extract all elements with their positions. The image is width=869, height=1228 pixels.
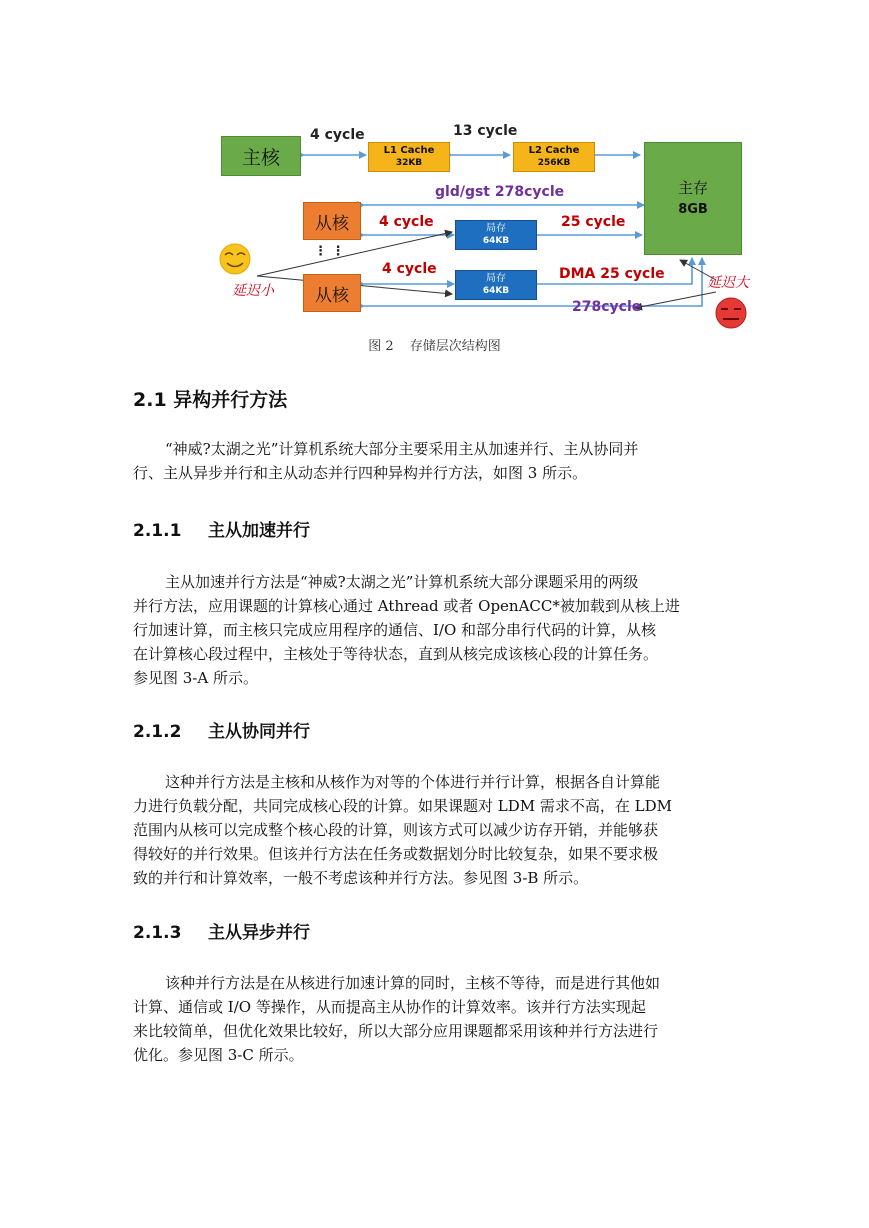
figure-title: 存储层次结构图 xyxy=(409,339,501,354)
local-store-label-bottom: 局存 xyxy=(486,273,506,284)
paragraph-2-1-1 xyxy=(133,570,737,690)
local-store-label-top: 局存 xyxy=(486,223,506,234)
paragraph-line: 优化。参见图 3-C 所示。 xyxy=(133,1046,304,1064)
l2-size-label: 256KB xyxy=(537,158,571,168)
label-slave-ls-cycle-top: 4 cycle xyxy=(379,214,434,230)
intro-paragraph xyxy=(133,437,737,485)
label-gld-gst: gld/gst 278cycle xyxy=(435,184,565,200)
label-low-latency: 延迟小 xyxy=(232,283,274,299)
l1-cache-box xyxy=(368,142,450,172)
heading-number: 2.1.2 xyxy=(133,722,182,742)
heading-2-1-2 xyxy=(133,717,310,742)
heading-text: 主从加速并行 xyxy=(208,521,310,541)
heading-text: 主从协同并行 xyxy=(208,722,310,742)
paragraph-line: 力进行负载分配，共同完成核心段的计算。如果课题对 LDM 需求不高，在 LDM xyxy=(133,797,672,815)
paragraph-line: 该种并行方法是在从核进行加速计算的同时，主核不等待，而是进行其他如 xyxy=(165,974,661,992)
l2-cache-label: L2 Cache xyxy=(528,145,580,156)
heading-number: 2.1.1 xyxy=(133,521,182,541)
main-memory-size: 8GB xyxy=(678,201,708,217)
paragraph-line: 主从加速并行方法是“神威?太湖之光”计算机系统大部分课题采用的两级 xyxy=(165,573,639,591)
paragraph-2-1-2 xyxy=(133,770,737,890)
paragraph-line: 范围内从核可以完成整个核心段的计算，则该方式可以减少访存开销，并能够获 xyxy=(133,821,659,839)
paragraph-line: 参见图 3-A 所示。 xyxy=(133,669,258,687)
paragraph-line: 并行方法，应用课题的计算核心通过 Athread 或者 OpenACC*被加载到从核上进 xyxy=(133,597,680,615)
paragraph-line: 来比较简单，但优化效果比较好，所以大部分应用课题都采用该种并行方法进行 xyxy=(133,1022,659,1040)
paragraph-line: 这种并行方法是主核和从核作为对等的个体进行并行计算，根据各自计算能 xyxy=(165,773,661,791)
ellipsis-dots: ⋮ ⋮ xyxy=(314,244,345,259)
main-memory-box xyxy=(644,142,742,255)
main-core-box xyxy=(221,136,301,176)
main-memory-label: 主存 xyxy=(677,178,708,197)
figure-caption xyxy=(0,335,869,354)
heading-2-1-1 xyxy=(133,516,310,541)
label-high-latency: 延迟大 xyxy=(707,275,749,291)
local-store-size-bottom: 64KB xyxy=(482,286,510,296)
label-278-cycle: 278cycle xyxy=(572,299,642,315)
slave-core-label-bottom: 从核 xyxy=(315,285,349,306)
heading-number: 2.1.3 xyxy=(133,923,182,943)
paragraph-line: 行加速计算，而主核只完成应用程序的通信、I/O 和部分串行代码的计算，从核 xyxy=(133,621,657,639)
main-core-label: 主核 xyxy=(241,146,280,169)
paragraph-2-1-3 xyxy=(133,971,737,1067)
slave-core-box-top xyxy=(303,202,361,240)
l2-cache-box xyxy=(513,142,595,172)
l1-cache-label: L1 Cache xyxy=(383,145,435,156)
label-slave-ls-cycle-bottom: 4 cycle xyxy=(382,261,437,277)
paragraph-line: 行、主从异步并行和主从动态并行四种异构并行方法，如图 3 所示。 xyxy=(133,464,588,482)
heading-2-1-3 xyxy=(133,918,310,943)
paragraph-line: 在计算核心段过程中，主核处于等待状态，直到从核完成该核心段的计算任务。 xyxy=(133,645,659,663)
local-store-size-top: 64KB xyxy=(482,236,510,246)
figure-number: 图 2 xyxy=(368,339,394,354)
section-title: 2.1 异构并行方法 xyxy=(133,389,288,411)
paragraph-line: 致的并行和计算效率，一般不考虑该种并行方法。参见图 3-B 所示。 xyxy=(133,869,589,887)
local-store-box-top xyxy=(455,220,537,250)
slave-core-box-bottom xyxy=(303,274,361,312)
heading-text: 主从异步并行 xyxy=(208,923,310,943)
label-dma-cycle: DMA 25 cycle xyxy=(559,266,665,282)
neutral-face-icon xyxy=(716,298,746,328)
label-l1-l2-cycle: 13 cycle xyxy=(453,123,518,139)
l1-size-label: 32KB xyxy=(395,158,423,168)
slave-core-label-top: 从核 xyxy=(315,213,349,234)
local-store-box-bottom xyxy=(455,270,537,300)
paragraph-line: 得较好的并行效果。但该并行方法在任务或数据划分时比较复杂，如果不要求极 xyxy=(133,845,659,863)
paragraph-line: “神威?太湖之光”计算机系统大部分主要采用主从加速并行、主从协同并 xyxy=(165,440,639,458)
paragraph-line: 计算、通信或 I/O 等操作，从而提高主从协作的计算效率。该并行方法实现起 xyxy=(133,998,646,1016)
label-main-l1-cycle: 4 cycle xyxy=(310,127,365,143)
memory-hierarchy-figure xyxy=(210,112,768,336)
smiley-icon xyxy=(220,244,250,274)
label-ls-mem-cycle: 25 cycle xyxy=(561,214,626,230)
